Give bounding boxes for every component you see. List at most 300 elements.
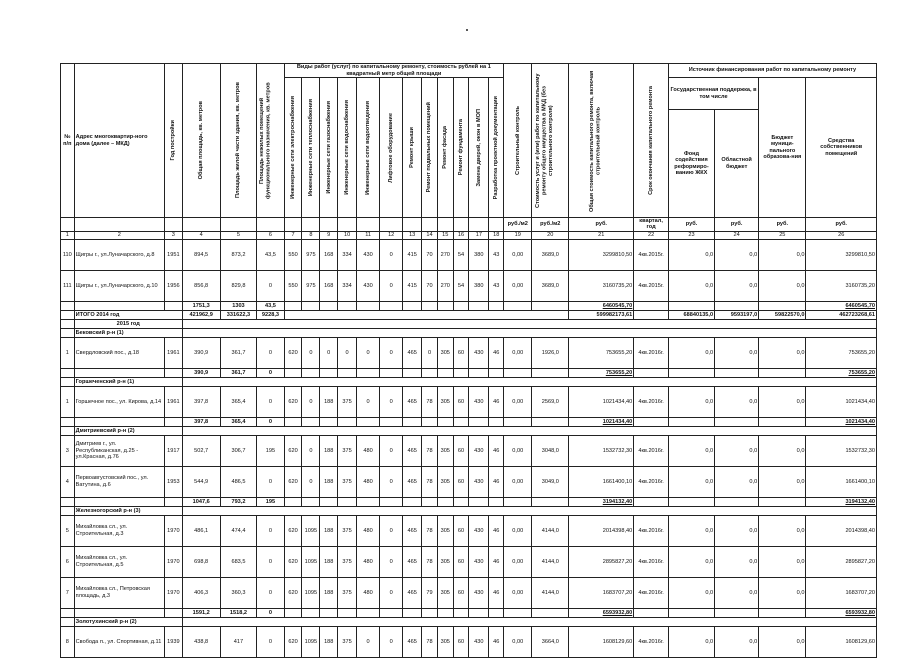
table-cell: 0,0 bbox=[759, 577, 806, 608]
table-cell: 0 bbox=[380, 546, 403, 577]
state-support-header: Государственная поддержка, в том числе bbox=[668, 78, 758, 110]
district-label: Бековский р-н (1) bbox=[74, 328, 182, 337]
table-cell bbox=[380, 417, 403, 426]
table-cell: 0,0 bbox=[668, 435, 714, 466]
unit-cell bbox=[338, 218, 357, 232]
table-cell: 60 bbox=[453, 626, 469, 657]
table-row bbox=[61, 435, 877, 466]
table-cell: 331622,3 bbox=[220, 310, 257, 319]
table-cell: 0 bbox=[380, 515, 403, 546]
table-cell: 894,5 bbox=[182, 239, 220, 270]
table-cell: 70 bbox=[422, 270, 438, 301]
table-cell: 1021434,40 bbox=[569, 386, 634, 417]
unit-cell bbox=[257, 218, 284, 232]
table-cell: Свердловский пос., д.18 bbox=[74, 337, 164, 368]
table-cell: 620 bbox=[284, 466, 302, 497]
column-number-cell: 22 bbox=[634, 231, 669, 239]
table-cell bbox=[489, 301, 504, 310]
unit-cell bbox=[164, 218, 182, 232]
table-cell bbox=[634, 497, 669, 506]
table-cell bbox=[469, 368, 489, 377]
table-cell bbox=[504, 497, 532, 506]
table-cell bbox=[61, 497, 75, 506]
table-cell: 3194132,40 bbox=[806, 497, 877, 506]
table-row bbox=[61, 577, 877, 608]
table-cell: 1021434,40 bbox=[569, 417, 634, 426]
table-cell: 486,1 bbox=[182, 515, 220, 546]
table-cell bbox=[302, 301, 320, 310]
table-cell bbox=[634, 608, 669, 617]
column-number-cell: 13 bbox=[403, 231, 422, 239]
table-cell: 60 bbox=[453, 466, 469, 497]
table-cell: 0 bbox=[257, 270, 284, 301]
table-cell bbox=[284, 497, 302, 506]
table-cell: 0 bbox=[302, 466, 320, 497]
table-cell: 975 bbox=[302, 239, 320, 270]
table-cell: 1518,2 bbox=[220, 608, 257, 617]
table-cell bbox=[164, 608, 182, 617]
table-row bbox=[61, 426, 877, 435]
unit-cell bbox=[469, 218, 489, 232]
table-cell: 390,9 bbox=[182, 368, 220, 377]
table-cell bbox=[284, 417, 302, 426]
table-row bbox=[61, 239, 877, 270]
table-cell: 1532732,30 bbox=[569, 435, 634, 466]
table-cell: 0 bbox=[357, 386, 380, 417]
table-cell bbox=[469, 417, 489, 426]
year-label: 2015 год bbox=[74, 319, 182, 328]
table-cell: 465 bbox=[403, 546, 422, 577]
table-cell: 753655,20 bbox=[806, 368, 877, 377]
table-cell bbox=[634, 417, 669, 426]
table-cell bbox=[489, 497, 504, 506]
table-cell: 438,8 bbox=[182, 626, 220, 657]
table-cell: 4кв.2016г. bbox=[634, 466, 669, 497]
table-cell: 0 bbox=[257, 608, 284, 617]
table-cell bbox=[338, 497, 357, 506]
table-cell: 620 bbox=[284, 515, 302, 546]
table-cell bbox=[302, 608, 320, 617]
table-cell: 0,0 bbox=[759, 239, 806, 270]
unit-cell bbox=[422, 218, 438, 232]
table-cell: 0,0 bbox=[668, 239, 714, 270]
table-cell: 1 bbox=[61, 337, 75, 368]
table-cell: 1970 bbox=[164, 546, 182, 577]
table-cell: 4кв.2016г. bbox=[634, 515, 669, 546]
table-cell bbox=[403, 608, 422, 617]
unit-cell bbox=[357, 218, 380, 232]
table-cell: 380 bbox=[469, 270, 489, 301]
unit-cell bbox=[489, 218, 504, 232]
col-regional-header: Областной бюджет bbox=[715, 110, 759, 218]
table-cell bbox=[422, 301, 438, 310]
col-year-header: Год постройки bbox=[164, 64, 182, 218]
table-cell: 78 bbox=[422, 546, 438, 577]
table-cell bbox=[759, 608, 806, 617]
table-cell: 70 bbox=[422, 239, 438, 270]
table-cell: 0,0 bbox=[759, 386, 806, 417]
table-row bbox=[61, 337, 877, 368]
table-cell: 0 bbox=[257, 515, 284, 546]
column-number-cell: 8 bbox=[302, 231, 320, 239]
table-cell: 0 bbox=[257, 368, 284, 377]
table-cell: 4кв.2015г. bbox=[634, 270, 669, 301]
table-cell bbox=[668, 368, 714, 377]
table-cell bbox=[284, 310, 569, 319]
table-cell bbox=[532, 301, 569, 310]
table-cell: 2569,0 bbox=[532, 386, 569, 417]
table-cell: 0 bbox=[380, 577, 403, 608]
table-cell: 0,0 bbox=[715, 626, 759, 657]
table-body bbox=[61, 239, 877, 657]
table-cell: 1661400,10 bbox=[806, 466, 877, 497]
table-cell bbox=[74, 608, 164, 617]
table-cell: 0,0 bbox=[715, 435, 759, 466]
table-cell: 421962,9 bbox=[182, 310, 220, 319]
table-cell: 3160735,20 bbox=[806, 270, 877, 301]
table-cell: 270 bbox=[437, 239, 453, 270]
column-number-cell: 16 bbox=[453, 231, 469, 239]
table-row bbox=[61, 626, 877, 657]
table-cell: 0,0 bbox=[668, 577, 714, 608]
table-cell: 1608129,60 bbox=[569, 626, 634, 657]
table-cell bbox=[357, 301, 380, 310]
table-cell: 1939 bbox=[164, 626, 182, 657]
table-cell bbox=[164, 301, 182, 310]
table-cell bbox=[403, 368, 422, 377]
table-cell bbox=[61, 426, 75, 435]
table-cell: 550 bbox=[284, 239, 302, 270]
table-cell: 305 bbox=[437, 546, 453, 577]
table-cell: 1917 bbox=[164, 435, 182, 466]
table-cell: 375 bbox=[338, 435, 357, 466]
table-cell: 430 bbox=[469, 626, 489, 657]
table-cell: 0,00 bbox=[504, 515, 532, 546]
table-cell: 334 bbox=[338, 239, 357, 270]
table-cell: 195 bbox=[257, 435, 284, 466]
table-cell bbox=[532, 417, 569, 426]
table-cell: 390,9 bbox=[182, 337, 220, 368]
table-cell: 1095 bbox=[302, 577, 320, 608]
table-cell: 0,00 bbox=[504, 435, 532, 466]
table-cell bbox=[422, 608, 438, 617]
table-cell: 620 bbox=[284, 386, 302, 417]
table-cell bbox=[320, 368, 338, 377]
table-cell: 0,0 bbox=[759, 515, 806, 546]
table-cell bbox=[61, 417, 75, 426]
work-header-facade: Ремонт фасада bbox=[437, 78, 453, 218]
column-number-cell: 25 bbox=[759, 231, 806, 239]
table-cell: 0,0 bbox=[715, 239, 759, 270]
table-cell: 620 bbox=[284, 337, 302, 368]
table-cell: 0,00 bbox=[504, 466, 532, 497]
table-cell: 1532732,30 bbox=[806, 435, 877, 466]
table-cell: 334 bbox=[338, 270, 357, 301]
table-cell bbox=[182, 426, 876, 435]
table-cell: 43,5 bbox=[257, 239, 284, 270]
table-cell bbox=[634, 368, 669, 377]
table-cell: 4кв.2016г. bbox=[634, 546, 669, 577]
table-cell: 0,0 bbox=[715, 386, 759, 417]
table-cell: 1591,2 bbox=[182, 608, 220, 617]
table-cell: Щигры г., ул.Луначарского, д.10 bbox=[74, 270, 164, 301]
unit-cell: руб. bbox=[668, 218, 714, 232]
table-cell bbox=[182, 319, 876, 328]
table-cell bbox=[74, 497, 164, 506]
table-cell: 0,0 bbox=[668, 466, 714, 497]
table-cell: Дмитриев г., ул. Республиканская, д.25 - ул.Красная, д.76 bbox=[74, 435, 164, 466]
column-number-cell: 9 bbox=[320, 231, 338, 239]
table-cell: 60 bbox=[453, 546, 469, 577]
table-cell: 1961 bbox=[164, 386, 182, 417]
table-cell bbox=[320, 417, 338, 426]
column-number-cell: 23 bbox=[668, 231, 714, 239]
table-cell: 0 bbox=[380, 626, 403, 657]
unit-cell: квартал, год bbox=[634, 218, 669, 232]
table-cell: 683,5 bbox=[220, 546, 257, 577]
table-cell: 873,2 bbox=[220, 239, 257, 270]
table-cell bbox=[61, 377, 75, 386]
table-cell: 430 bbox=[469, 577, 489, 608]
column-number-cell: 20 bbox=[532, 231, 569, 239]
col-total-area-header: Общая площадь, кв. метров bbox=[182, 64, 220, 218]
table-cell: 480 bbox=[357, 466, 380, 497]
table-cell: 43,5 bbox=[257, 301, 284, 310]
work-header-power: Инженерные сети электроснабжения bbox=[284, 78, 302, 218]
table-cell: 46 bbox=[489, 546, 504, 577]
table-cell bbox=[380, 497, 403, 506]
table-cell: 0 bbox=[257, 417, 284, 426]
table-cell: 7 bbox=[61, 577, 75, 608]
table-cell: 305 bbox=[437, 577, 453, 608]
table-cell: 0 bbox=[302, 337, 320, 368]
unit-cell bbox=[61, 218, 75, 232]
table-cell: 465 bbox=[403, 386, 422, 417]
table-cell bbox=[759, 301, 806, 310]
table-cell bbox=[469, 301, 489, 310]
table-cell: 502,7 bbox=[182, 435, 220, 466]
table-cell: 60 bbox=[453, 577, 469, 608]
table-cell: 0,00 bbox=[504, 546, 532, 577]
table-cell: 60 bbox=[453, 435, 469, 466]
col-owners-header: Средства собственников помещений bbox=[806, 78, 877, 218]
table-cell: Свобода п., ул. Спортивная, д.11 bbox=[74, 626, 164, 657]
table-cell: 1608129,60 bbox=[806, 626, 877, 657]
table-cell: 305 bbox=[437, 435, 453, 466]
table-cell: 305 bbox=[437, 337, 453, 368]
table-cell: 188 bbox=[320, 515, 338, 546]
table-cell bbox=[302, 368, 320, 377]
table-cell: 68840135,0 bbox=[668, 310, 714, 319]
table-cell: 0,0 bbox=[715, 337, 759, 368]
district-label: Золотухинский р-н (2) bbox=[74, 617, 182, 626]
table-cell: 480 bbox=[357, 435, 380, 466]
table-cell: 0,0 bbox=[715, 577, 759, 608]
unit-cell bbox=[320, 218, 338, 232]
table-cell: 0,0 bbox=[759, 626, 806, 657]
column-number-cell: 18 bbox=[489, 231, 504, 239]
work-header-gas: Инженерные сети газоснабжения bbox=[320, 78, 338, 218]
table-row bbox=[61, 417, 877, 426]
units-row bbox=[61, 218, 877, 232]
table-cell: 43 bbox=[489, 270, 504, 301]
table-cell: 1953 bbox=[164, 466, 182, 497]
table-cell: 188 bbox=[320, 626, 338, 657]
table-cell: 3299810,50 bbox=[806, 239, 877, 270]
table-cell bbox=[164, 417, 182, 426]
column-number-cell: 19 bbox=[504, 231, 532, 239]
table-cell: 3664,0 bbox=[532, 626, 569, 657]
table-cell bbox=[634, 301, 669, 310]
table-cell: 0,0 bbox=[759, 546, 806, 577]
table-cell bbox=[320, 497, 338, 506]
table-cell: 0 bbox=[257, 626, 284, 657]
table-cell: 599982173,61 bbox=[569, 310, 634, 319]
table-cell: 0 bbox=[357, 337, 380, 368]
table-row bbox=[61, 466, 877, 497]
table-cell: 60 bbox=[453, 337, 469, 368]
table-cell: 78 bbox=[422, 435, 438, 466]
table-cell: 0,00 bbox=[504, 386, 532, 417]
table-cell: 4 bbox=[61, 466, 75, 497]
table-cell: 4144,0 bbox=[532, 546, 569, 577]
table-cell: 361,7 bbox=[220, 368, 257, 377]
table-cell: 1047,6 bbox=[182, 497, 220, 506]
table-cell: 1961 bbox=[164, 337, 182, 368]
table-cell: 480 bbox=[357, 577, 380, 608]
work-header-doors: Замена дверей, окон в МОП bbox=[469, 78, 489, 218]
table-cell bbox=[74, 368, 164, 377]
table-cell bbox=[504, 417, 532, 426]
table-cell: 365,4 bbox=[220, 417, 257, 426]
table-cell bbox=[453, 368, 469, 377]
column-number-cell: 7 bbox=[284, 231, 302, 239]
table-cell: 0,0 bbox=[668, 546, 714, 577]
table-cell: 465 bbox=[403, 577, 422, 608]
column-number-cell: 15 bbox=[437, 231, 453, 239]
table-cell: 188 bbox=[320, 546, 338, 577]
table-cell: 1021434,40 bbox=[806, 386, 877, 417]
table-cell: 430 bbox=[357, 239, 380, 270]
table-cell bbox=[338, 368, 357, 377]
table-cell: 406,3 bbox=[182, 577, 220, 608]
table-cell bbox=[532, 608, 569, 617]
table-cell bbox=[74, 301, 164, 310]
table-cell: 3049,0 bbox=[532, 466, 569, 497]
table-cell: 0 bbox=[422, 337, 438, 368]
table-row bbox=[61, 497, 877, 506]
table-cell: 0,0 bbox=[715, 546, 759, 577]
table-cell: 305 bbox=[437, 626, 453, 657]
works-group-header: Виды работ (услуг) по капитальному ремонту, стоимость рублей на 1 квадратный метр общей площади bbox=[284, 64, 503, 78]
table-cell: 4кв.2016г. bbox=[634, 337, 669, 368]
table-cell bbox=[61, 617, 75, 626]
table-cell: 0 bbox=[357, 626, 380, 657]
table-cell: 110 bbox=[61, 239, 75, 270]
table-cell bbox=[284, 368, 302, 377]
table-cell bbox=[469, 608, 489, 617]
table-cell: 6460545,70 bbox=[806, 301, 877, 310]
table-cell: 111 bbox=[61, 270, 75, 301]
table-cell: 417 bbox=[220, 626, 257, 657]
table-cell bbox=[320, 608, 338, 617]
table-cell: 365,4 bbox=[220, 386, 257, 417]
table-cell: 2014398,40 bbox=[569, 515, 634, 546]
table-cell: 465 bbox=[403, 466, 422, 497]
column-number-cell: 21 bbox=[569, 231, 634, 239]
unit-cell bbox=[74, 218, 164, 232]
table-cell: 0,0 bbox=[715, 270, 759, 301]
table-cell: 620 bbox=[284, 435, 302, 466]
table-cell: 397,8 bbox=[182, 386, 220, 417]
table-cell bbox=[380, 608, 403, 617]
table-cell: 0 bbox=[257, 577, 284, 608]
table-cell: 0,0 bbox=[668, 626, 714, 657]
table-cell: 3689,0 bbox=[532, 239, 569, 270]
table-cell: 0 bbox=[302, 386, 320, 417]
table-cell: 1095 bbox=[302, 626, 320, 657]
table-cell: 430 bbox=[469, 435, 489, 466]
table-cell: 168 bbox=[320, 270, 338, 301]
table-cell: 0 bbox=[380, 239, 403, 270]
table-cell: 0,0 bbox=[715, 466, 759, 497]
table-cell bbox=[403, 497, 422, 506]
table-row bbox=[61, 515, 877, 546]
column-number-cell: 2 bbox=[74, 231, 164, 239]
table-cell bbox=[338, 608, 357, 617]
table-cell: 3048,0 bbox=[532, 435, 569, 466]
table-cell bbox=[61, 368, 75, 377]
table-cell: 305 bbox=[437, 515, 453, 546]
table-cell: 856,8 bbox=[182, 270, 220, 301]
table-cell: 360,3 bbox=[220, 577, 257, 608]
work-header-sewer: Инженерные сети водоотведения bbox=[357, 78, 380, 218]
table-cell: 3 bbox=[61, 435, 75, 466]
table-cell: 793,2 bbox=[220, 497, 257, 506]
table-cell bbox=[504, 368, 532, 377]
col-address-header: Адрес многоквартир-ного дома (далее – МКД) bbox=[74, 64, 164, 218]
table-row bbox=[61, 386, 877, 417]
column-number-cell: 6 bbox=[257, 231, 284, 239]
table-cell: 465 bbox=[403, 626, 422, 657]
table-cell: 78 bbox=[422, 515, 438, 546]
table-cell: 195 bbox=[257, 497, 284, 506]
table-cell bbox=[61, 608, 75, 617]
table-cell bbox=[422, 417, 438, 426]
table-cell: 1303 bbox=[220, 301, 257, 310]
work-header-foundation: Ремонт фундамента bbox=[453, 78, 469, 218]
col-fund-header: Фонд содействия реформиро-ванию ЖКХ bbox=[668, 110, 714, 218]
table-cell bbox=[164, 368, 182, 377]
column-number-cell: 1 bbox=[61, 231, 75, 239]
table-cell: 1751,3 bbox=[182, 301, 220, 310]
table-row bbox=[61, 368, 877, 377]
table-cell: 59822570,0 bbox=[759, 310, 806, 319]
table-cell: 0,00 bbox=[504, 337, 532, 368]
table-cell bbox=[61, 310, 75, 319]
table-row bbox=[61, 608, 877, 617]
table-cell: 1926,0 bbox=[532, 337, 569, 368]
table-cell: 0 bbox=[257, 386, 284, 417]
col-unit-cost-header: Стоимость услуг и (или) работ по капитальному ремонту общего имущества в МКД (без строительного контроля) bbox=[532, 64, 569, 218]
table-cell: 2895827,20 bbox=[569, 546, 634, 577]
table-cell: Горшечное пос., ул. Кирова, д.14 bbox=[74, 386, 164, 417]
table-cell: 0,0 bbox=[759, 270, 806, 301]
table-cell bbox=[469, 497, 489, 506]
unit-cell: руб./м2 bbox=[532, 218, 569, 232]
table-cell bbox=[422, 368, 438, 377]
table-row bbox=[61, 506, 877, 515]
